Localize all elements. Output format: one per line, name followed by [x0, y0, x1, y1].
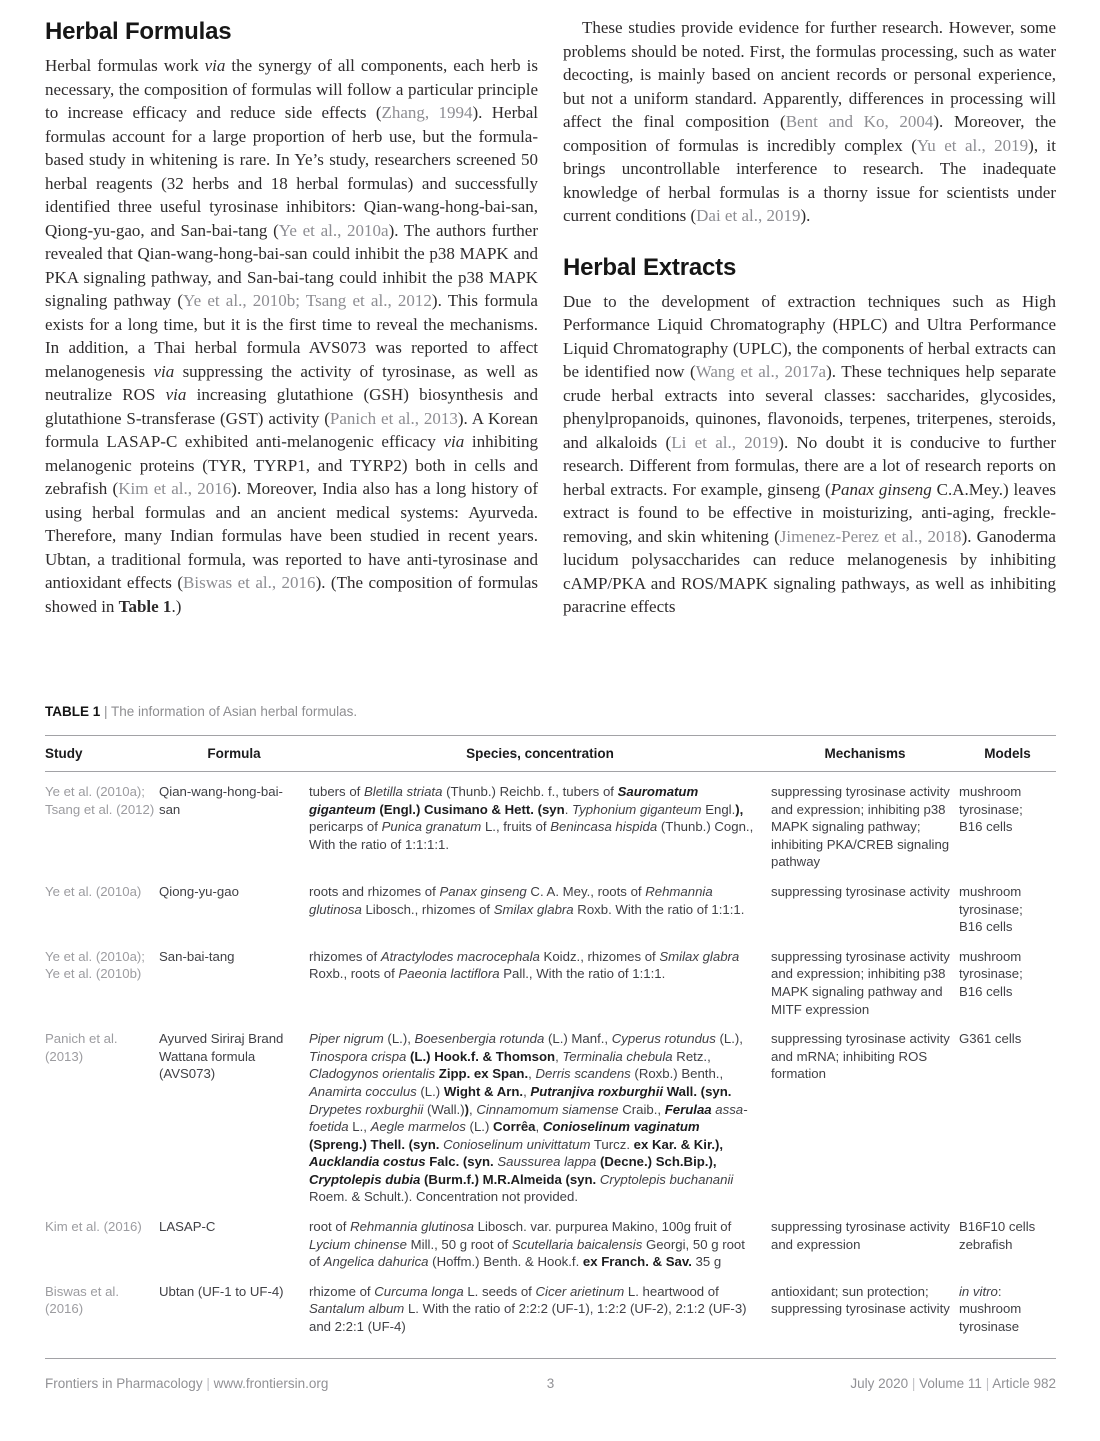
cell-species: Piper nigrum (L.), Boesenbergia rotunda (L.) Manf., Cyperus rotundus (L.), Tinospora crispa (L.) Hook.f. & Thomson, Terminalia chebula Retz., Cladogynos orientalis Zipp. ex Span., Derris scandens (Roxb.) Benth., Anamirta cocculus (L.) Wight & Arn., Putranjiva roxburghii Wall. (syn. Drypetes roxburghii (Wall.)), Cinnamomum siamense Craib., Ferulaa assa-foetida L., Aegle marmelos (L.) Corrêa, Conioselinum vaginatum (Spreng.) Thell. (syn. Conioselinum univittatum Turcz. ex Kar. & Kir.), Aucklandia costus Falc. (syn. Saussurea lappa (Decne.) Sch.Bip.), Cryptolepis dubia (Burm.f.) M.R.Almeida (syn. Cryptolepis buchananii Roem. & Schult.). Concentration not provided.: [309, 1031, 748, 1205]
cell-species: tubers of Bletilla striata (Thunb.) Reichb. f., tubers of Sauromatum giganteum (Engl.) Cusimano & Hett. (syn. Typhonium giganteum Engl.), pericarps of Punica granatum L., fruits of Benincasa hispida (Thunb.) Cogn., With the ratio of 1:1:1:1.: [309, 784, 754, 852]
page-number: 3: [546, 1376, 555, 1391]
cell-species: roots and rhizomes of Panax ginseng C. A. Mey., roots of Rehmannia glutinosa Libosch., rhizomes of Smilax glabra Roxb. With the ratio of 1:1:1.: [309, 883, 745, 917]
cell-mechanisms: suppressing tyrosinase activity and mRNA; inhibiting ROS formation: [771, 1031, 950, 1082]
cell-models: in vitro: mushroom tyrosinase: [959, 1283, 1022, 1335]
cell-study: Ye et al. (2010a): [45, 883, 142, 899]
column-header-study: Study: [45, 736, 159, 772]
footer-journal-url: Frontiers in Pharmacology | www.frontiersin.org: [45, 1376, 329, 1391]
cell-models: G361 cells: [959, 1031, 1022, 1047]
cell-mechanisms: suppressing tyrosinase activity and expression; inhibiting p38 MAPK signaling pathway; inhibiting PKA/CREB signaling pathway: [771, 784, 950, 870]
section-heading-herbal-extracts: Herbal Extracts: [563, 253, 737, 281]
cell-study: Ye et al. (2010a); Tsang et al. (2012): [45, 784, 155, 817]
footer-issue-info: July 2020 | Volume 11 | Article 982: [850, 1376, 1056, 1391]
paragraph-herbal-formulas: Herbal formulas work via the synergy of all components, each herb is necessary, the composition of formulas will follow a particular principle to increase efficacy and reduce side effects (Zhang, 1994). Herbal formulas account for a large proportion of herb use, but the formula-based study in whitening is rare. In Ye’s study, researchers screened 50 herbal reagents (32 herbs and 18 herbal formulas) and successfully identified three useful tyrosinase inhibitors: Qian-wang-hong-bai-san, Qiong-yu-gao, and San-bai-tang (Ye et al., 2010a). The authors further revealed that Qian-wang-hong-bai-san could inhibit the p38 MAPK and PKA signaling pathway, and San-bai-tang could inhibit the p38 MAPK signaling pathway (Ye et al., 2010b; Tsang et al., 2012). This formula exists for a long time, but it is the first time to reveal the mechanisms. In addition, a Thai herbal formula AVS073 was reported to affect melanogenesis via suppressing the activity of tyrosinase, as well as neutralize ROS via increasing glutathione (GSH) biosynthesis and glutathione S-transferase (GST) activity (Panich et al., 2013). A Korean formula LASAP-C exhibited anti-melanogenic efficacy via inhibiting melanogenic proteins (TYR, TYRP1, and TYRP2) both in cells and zebrafish (Kim et al., 2016). Moreover, India also has a long history of using herbal formulas and an ancient medical systems: Ayurveda. Therefore, many Indian formulas have been studied in recent years. Ubtan, a traditional formula, was reported to have anti-tyrosinase and antioxidant effects (Biswas et al., 2016). (The composition of formulas showed in Table 1.): [45, 56, 539, 616]
cell-models: mushroom tyrosinase; B16 cells: [959, 784, 1023, 835]
table-1-grid: [45, 735, 1056, 1359]
cell-study: Kim et al. (2016): [45, 1219, 142, 1235]
left-column: [45, 16, 538, 662]
table-caption: TABLE 1 | The information of Asian herbal formulas.: [45, 704, 358, 719]
cell-species: rhizomes of Atractylodes macrocephala Koidz., rhizomes of Smilax glabra Roxb., roots of Paeonia lactiflora Pall., With the ratio of 1:1:1.: [309, 948, 740, 982]
cell-mechanisms: suppressing tyrosinase activity and expression; inhibiting p38 MAPK signaling pathway and MITF expression: [771, 948, 950, 1017]
cell-models: mushroom tyrosinase; B16 cells: [959, 883, 1023, 935]
cell-mechanisms: suppressing tyrosinase activity: [771, 883, 950, 899]
table-row: [45, 772, 1056, 883]
cell-formula: Qiong-yu-gao: [159, 883, 239, 899]
cell-study: Panich et al. (2013): [45, 1031, 118, 1064]
cell-study: Ye et al. (2010a); Ye et al. (2010b): [45, 948, 145, 982]
table-row: [45, 883, 1056, 948]
cell-formula: Ayurved Siriraj Brand Wattana formula (AVS073): [159, 1031, 284, 1082]
table-header-row: [45, 736, 1056, 772]
cell-study: Biswas et al. (2016): [45, 1283, 120, 1317]
cell-mechanisms: antioxidant; sun protection; suppressing tyrosinase activity: [771, 1283, 950, 1317]
cell-mechanisms: suppressing tyrosinase activity and expression: [771, 1219, 950, 1252]
paragraph-further-research: These studies provide evidence for further research. However, some problems should be noted. First, the formulas processing, such as water decocting, is mainly based on ancient records or personal experience, but not a uniform standard. Apparently, differences in processing will affect the final composition (Bent and Ko, 2004). Moreover, the composition of formulas is incredibly complex (Yu et al., 2019), it brings uncontrollable interference to research. The inadequate knowledge of herbal formulas is a thorny issue for scientists under current conditions (Dai et al., 2019).: [563, 18, 1056, 225]
column-header-models: Models: [959, 736, 1056, 772]
cell-models: mushroom tyrosinase; B16 cells: [959, 948, 1023, 999]
page-footer: [45, 1375, 1056, 1392]
cell-species: rhizome of Curcuma longa L. seeds of Cicer arietinum L. heartwood of Santalum album L. With the ratio of 2:2:2 (UF-1), 1:2:2 (UF-2), 2:1:2 (UF-3) and 2:2:1 (UF-4): [309, 1283, 747, 1335]
right-column: [563, 16, 1056, 662]
cell-species: root of Rehmannia glutinosa Libosch. var. purpurea Makino, 100g fruit of Lycium chinense Mill., 50 g root of Scutellaria baicalensis Georgi, 50 g root of Angelica dahurica (Hoffm.) Benth. & Hook.f. ex Franch. & Sav. 35 g: [309, 1219, 745, 1270]
column-header-formula: Formula: [159, 736, 309, 772]
cell-formula: San-bai-tang: [159, 948, 235, 964]
cell-formula: Ubtan (UF-1 to UF-4): [159, 1283, 284, 1299]
table-row: [45, 1218, 1056, 1283]
column-header-mechanisms: Mechanisms: [771, 736, 959, 772]
table-1: [45, 704, 1056, 1359]
paragraph-herbal-extracts: Due to the development of extraction techniques such as High Performance Liquid Chromatography (HPLC) and Ultra Performance Liquid Chromatography (UPLC), the components of herbal extracts can be identified now (Wang et al., 2017a). These techniques help separate crude herbal extracts into several classes: saccharides, glycosides, phenylpropanoids, quinones, flavonoids, terpenes, triterpenes, steroids, and alkaloids (Li et al., 2019). No doubt it is conducive to further research. Different from formulas, there are a lot of research reports on herbal extracts. For example, ginseng (Panax ginseng C.A.Mey.) leaves extract is found to be effective in moisturizing, anti-aging, freckle-removing, and skin whitening (Jimenez-Perez et al., 2018). Ganoderma lucidum polysaccharides can reduce melanogenesis by inhibiting cAMP/PKA and ROS/MAPK signaling pathways, as well as inhibiting paracrine effects: [563, 291, 1057, 616]
cell-formula: Qian-wang-hong-bai-san: [159, 784, 283, 817]
table-row: [45, 1030, 1056, 1218]
cell-models: B16F10 cells zebrafish: [959, 1219, 1036, 1252]
table-row: [45, 948, 1056, 1030]
table-row: [45, 1283, 1056, 1358]
section-heading-herbal-formulas: Herbal Formulas: [45, 18, 232, 45]
cell-formula: LASAP-C: [159, 1219, 216, 1235]
article-body: [45, 16, 1056, 662]
column-header-species: Species, concentration: [309, 736, 771, 772]
